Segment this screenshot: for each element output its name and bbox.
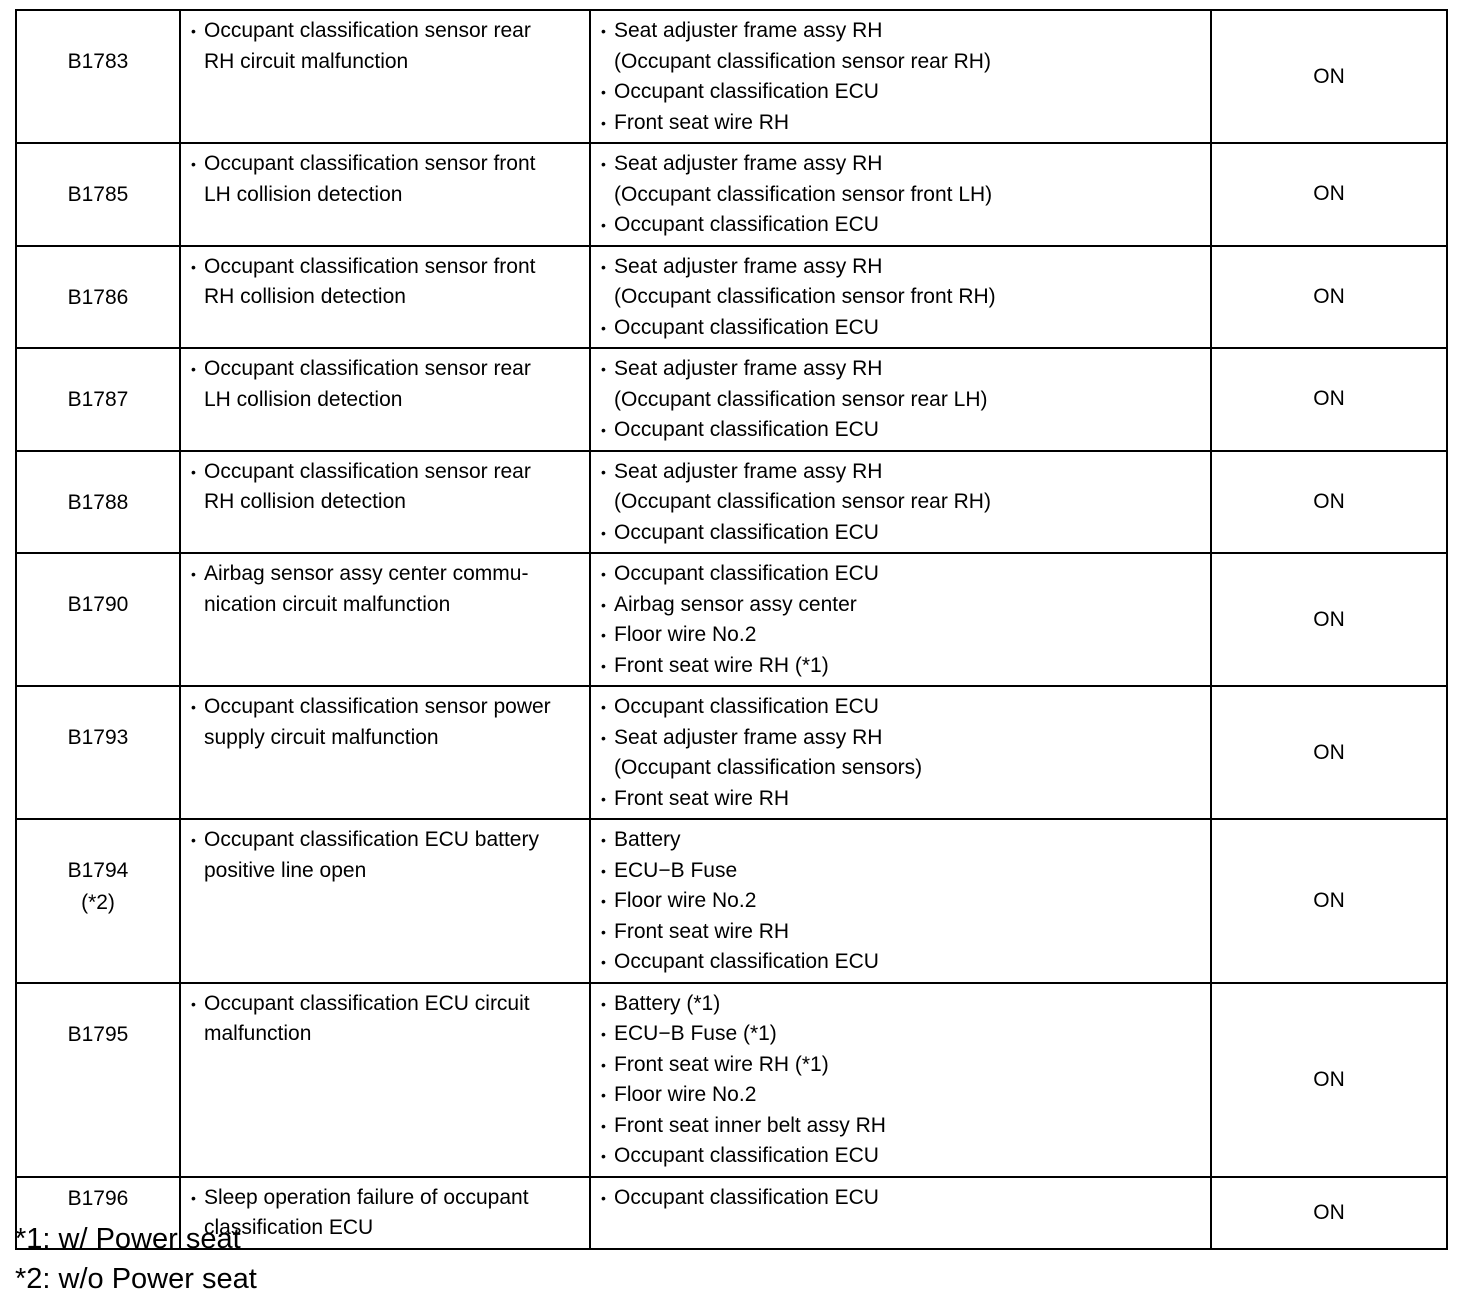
trouble-area-text: Front seat wire RH: [614, 110, 790, 134]
status-cell: [1211, 819, 1447, 983]
detection-line: Occupant classification sensor front: [204, 152, 536, 175]
bullet-icon: •: [191, 699, 196, 715]
status-cell: [1211, 10, 1447, 143]
table-row: [16, 451, 1447, 554]
detection-line: supply circuit malfunction: [204, 725, 439, 749]
trouble-area-item: [599, 313, 1202, 344]
status-cell: [1211, 246, 1447, 349]
trouble-area-text: Battery (*1): [614, 991, 721, 1015]
detection-line: RH circuit malfunction: [204, 49, 409, 73]
detection-line: nication circuit malfunction: [204, 592, 451, 616]
bullet-icon: •: [601, 1026, 606, 1042]
trouble-area-cell: [590, 1177, 1211, 1249]
status-value: ON: [1313, 387, 1345, 411]
trouble-area-item: [599, 651, 1202, 682]
status-cell: [1211, 553, 1447, 686]
status-cell: [1211, 143, 1447, 246]
bullet-icon: •: [601, 657, 606, 674]
trouble-area-item: [599, 825, 1202, 856]
dtc-code: B1795: [67, 1022, 129, 1046]
trouble-area-item: [599, 1080, 1202, 1111]
trouble-area-item: [599, 1111, 1202, 1142]
table-row: [16, 246, 1447, 349]
bullet-icon: •: [191, 1189, 196, 1206]
bullet-icon: •: [601, 23, 606, 39]
trouble-area-text: Seat adjuster frame assy RH: [614, 152, 883, 175]
trouble-area-text: Front seat wire RH: [614, 786, 790, 810]
trouble-area-item: [599, 457, 1202, 488]
bullet-icon: •: [601, 893, 606, 909]
bullet-icon: •: [601, 1148, 606, 1164]
dtc-code-cell: [16, 348, 180, 451]
detection-line: Occupant classification sensor power: [204, 695, 551, 718]
bullet-icon: •: [601, 995, 606, 1012]
trouble-area-item: [599, 354, 1202, 385]
dtc-code: B1783: [67, 50, 129, 73]
bullet-icon: •: [191, 995, 196, 1012]
trouble-area-item: [599, 1050, 1202, 1081]
bullet-icon: •: [191, 463, 196, 480]
trouble-area-item: [599, 784, 1202, 815]
detection-line: LH collision detection: [204, 387, 403, 411]
bullet-icon: •: [601, 1087, 606, 1103]
bullet-icon: •: [601, 627, 606, 643]
trouble-area-item: [599, 856, 1202, 887]
trouble-area-item: [599, 108, 1202, 139]
dtc-code: B1788: [67, 490, 129, 514]
trouble-area-text: ECU−B Fuse (*1): [614, 1022, 777, 1045]
status-value: ON: [1313, 489, 1345, 513]
trouble-area-text: Occupant classification ECU: [614, 950, 879, 973]
bullet-icon: •: [601, 1189, 606, 1206]
detection-condition-cell: [180, 686, 590, 819]
trouble-area-text: Front seat wire RH: [614, 919, 790, 943]
bullet-icon: •: [601, 954, 606, 970]
detection-condition-cell: [180, 348, 590, 451]
trouble-area-subtext: (Occupant classification sensor front LH): [614, 182, 993, 206]
trouble-area-text: Occupant classification ECU: [614, 418, 879, 441]
bullet-icon: •: [601, 566, 606, 582]
trouble-area-item: [599, 886, 1202, 917]
trouble-area-text: Front seat wire RH (*1): [614, 1052, 829, 1076]
bullet-icon: •: [191, 361, 196, 377]
detection-line: Occupant classification sensor rear: [204, 19, 531, 42]
bullet-icon: •: [601, 832, 606, 848]
trouble-area-item: [599, 518, 1202, 549]
trouble-area-cell: [590, 451, 1211, 554]
trouble-area-cell: [590, 143, 1211, 246]
trouble-area-text: Occupant classification ECU: [614, 562, 879, 585]
trouble-area-text: Battery: [614, 828, 681, 851]
trouble-area-subtext: (Occupant classification sensor front RH): [614, 285, 996, 308]
status-cell: [1211, 983, 1447, 1177]
bullet-icon: •: [601, 790, 606, 807]
table-row: [16, 10, 1447, 143]
trouble-area-text: Seat adjuster frame assy RH: [614, 725, 883, 749]
trouble-area-text: Seat adjuster frame assy RH: [614, 459, 883, 483]
detection-condition: [189, 16, 581, 77]
status-cell: [1211, 1177, 1447, 1249]
bullet-icon: •: [601, 114, 606, 131]
detection-line: Sleep operation failure of occupant: [204, 1185, 529, 1209]
dtc-code: B1785: [67, 183, 129, 206]
dtc-code-cell: [16, 983, 180, 1177]
trouble-area-text: Occupant classification ECU: [614, 213, 879, 236]
detection-line: Occupant classification sensor rear: [204, 459, 531, 483]
bullet-icon: •: [191, 156, 196, 172]
trouble-area-cell: [590, 10, 1211, 143]
dtc-code: B1794: [67, 859, 129, 882]
status-value: ON: [1313, 1200, 1345, 1224]
status-value: ON: [1313, 607, 1345, 631]
trouble-area-text: Floor wire No.2: [614, 623, 757, 646]
detection-condition-cell: [180, 819, 590, 983]
dtc-code-cell: [16, 451, 180, 554]
detection-line: RH collision detection: [204, 285, 406, 308]
trouble-area-item: [599, 1183, 1202, 1214]
bullet-icon: •: [601, 729, 606, 746]
dtc-code: B1793: [67, 726, 129, 749]
footnotes: [15, 1219, 257, 1299]
status-value: ON: [1313, 284, 1345, 308]
detection-line: LH collision detection: [204, 182, 403, 206]
detection-line: Occupant classification sensor rear: [204, 357, 531, 380]
trouble-area-text: Occupant classification ECU: [614, 80, 879, 103]
detection-condition: [189, 692, 581, 753]
trouble-area-cell: [590, 819, 1211, 983]
table-row: [16, 553, 1447, 686]
status-value: ON: [1313, 182, 1345, 206]
detection-line: Airbag sensor assy center commu-: [204, 562, 529, 585]
detection-condition-cell: [180, 246, 590, 349]
trouble-area-subtext: (Occupant classification sensor rear RH): [614, 49, 991, 73]
detection-condition-cell: [180, 553, 590, 686]
table-row: [16, 686, 1447, 819]
trouble-area-item: [599, 16, 1202, 47]
trouble-area-item: [599, 590, 1202, 621]
detection-line: positive line open: [204, 858, 367, 882]
trouble-area-subtext: (Occupant classification sensor rear LH): [614, 387, 988, 411]
trouble-area-text: Occupant classification ECU: [614, 1185, 879, 1209]
trouble-area-item: [599, 1019, 1202, 1050]
trouble-area-text: Seat adjuster frame assy RH: [614, 254, 883, 278]
bullet-icon: •: [191, 832, 196, 848]
dtc-table: [15, 9, 1448, 1250]
bullet-icon: •: [601, 361, 606, 377]
trouble-area-text: Airbag sensor assy center: [614, 592, 857, 616]
detection-condition: [189, 559, 581, 620]
detection-condition-cell: [180, 10, 590, 143]
detection-line: Occupant classification ECU battery: [204, 828, 539, 851]
trouble-area-text: Front seat wire RH (*1): [614, 653, 829, 677]
dtc-code-cell: [16, 143, 180, 246]
bullet-icon: •: [601, 422, 606, 438]
status-value: ON: [1313, 740, 1345, 764]
bullet-icon: •: [601, 923, 606, 940]
trouble-area-cell: [590, 983, 1211, 1177]
bullet-icon: •: [601, 84, 606, 100]
dtc-code-cell: [16, 10, 180, 143]
trouble-area-item: [599, 692, 1202, 723]
dtc-code-cell: [16, 553, 180, 686]
table-row: [16, 348, 1447, 451]
trouble-area-text: Occupant classification ECU: [614, 695, 879, 718]
detection-line: Occupant classification sensor front: [204, 254, 536, 278]
table-row: [16, 143, 1447, 246]
trouble-area-item: [599, 1141, 1202, 1172]
trouble-area-item: [599, 559, 1202, 590]
bullet-icon: •: [191, 566, 196, 582]
dtc-code: B1786: [67, 285, 129, 309]
trouble-area-subtext: (Occupant classification sensors): [614, 756, 923, 779]
trouble-area-item: [599, 415, 1202, 446]
bullet-icon: •: [601, 1056, 606, 1073]
detection-condition: [189, 989, 581, 1050]
trouble-area-item: [599, 723, 1202, 754]
detection-condition-cell: [180, 143, 590, 246]
trouble-area-item: [599, 77, 1202, 108]
dtc-code: B1787: [67, 388, 129, 411]
trouble-area-item: [599, 947, 1202, 978]
trouble-area-cell: [590, 348, 1211, 451]
dtc-table-body: [16, 10, 1447, 1249]
detection-condition-cell: [180, 983, 590, 1177]
bullet-icon: •: [601, 596, 606, 613]
trouble-area-text: Seat adjuster frame assy RH: [614, 19, 883, 42]
bullet-icon: •: [191, 23, 196, 39]
status-cell: [1211, 451, 1447, 554]
footnote-2: *2: w/o Power seat: [15, 1263, 257, 1295]
trouble-area-item: [599, 252, 1202, 283]
bullet-icon: •: [601, 1117, 606, 1134]
trouble-area-text: ECU−B Fuse: [614, 858, 738, 882]
trouble-area-text: Occupant classification ECU: [614, 315, 879, 339]
detection-condition-cell: [180, 451, 590, 554]
dtc-code-cell: [16, 686, 180, 819]
detection-line: Occupant classification ECU circuit: [204, 991, 530, 1015]
dtc-code-cell: [16, 246, 180, 349]
trouble-area-text: Occupant classification ECU: [614, 1144, 879, 1167]
trouble-area-text: Seat adjuster frame assy RH: [614, 357, 883, 380]
trouble-area-cell: [590, 246, 1211, 349]
table-row: [16, 983, 1447, 1177]
status-cell: [1211, 686, 1447, 819]
trouble-area-text: Floor wire No.2: [614, 889, 757, 912]
trouble-area-text: Occupant classification ECU: [614, 520, 879, 544]
bullet-icon: •: [601, 699, 606, 715]
trouble-area-item: [599, 149, 1202, 180]
bullet-icon: •: [601, 217, 606, 233]
bullet-icon: •: [191, 258, 196, 275]
dtc-code: B1796: [67, 1186, 129, 1210]
detection-condition: [189, 457, 581, 518]
detection-line: RH collision detection: [204, 490, 406, 513]
trouble-area-subtext: (Occupant classification sensor rear RH): [614, 490, 991, 513]
bullet-icon: •: [601, 156, 606, 172]
trouble-area-text: Floor wire No.2: [614, 1083, 757, 1106]
trouble-area-text: Front seat inner belt assy RH: [614, 1113, 886, 1137]
status-value: ON: [1313, 1067, 1345, 1091]
trouble-area-item: [599, 989, 1202, 1020]
dtc-code-note: (*2): [81, 891, 115, 914]
dtc-code-cell: [16, 819, 180, 983]
detection-condition: [189, 354, 581, 415]
bullet-icon: •: [601, 524, 606, 541]
status-value: ON: [1313, 888, 1345, 912]
trouble-area-cell: [590, 553, 1211, 686]
detection-line: malfunction: [204, 1022, 312, 1045]
bullet-icon: •: [601, 319, 606, 336]
trouble-area-item: [599, 917, 1202, 948]
status-cell: [1211, 348, 1447, 451]
detection-condition: [189, 252, 581, 313]
bullet-icon: •: [601, 862, 606, 879]
dtc-code: B1790: [67, 593, 129, 616]
table-row: [16, 819, 1447, 983]
detection-condition: [189, 149, 581, 210]
trouble-area-item: [599, 620, 1202, 651]
trouble-area-cell: [590, 686, 1211, 819]
trouble-area-item: [599, 210, 1202, 241]
footnote-1: *1: w/ Power seat: [15, 1223, 241, 1255]
detection-condition: [189, 825, 581, 886]
bullet-icon: •: [601, 258, 606, 275]
bullet-icon: •: [601, 463, 606, 480]
status-value: ON: [1313, 64, 1345, 88]
detection-line: classification ECU: [204, 1216, 374, 1239]
